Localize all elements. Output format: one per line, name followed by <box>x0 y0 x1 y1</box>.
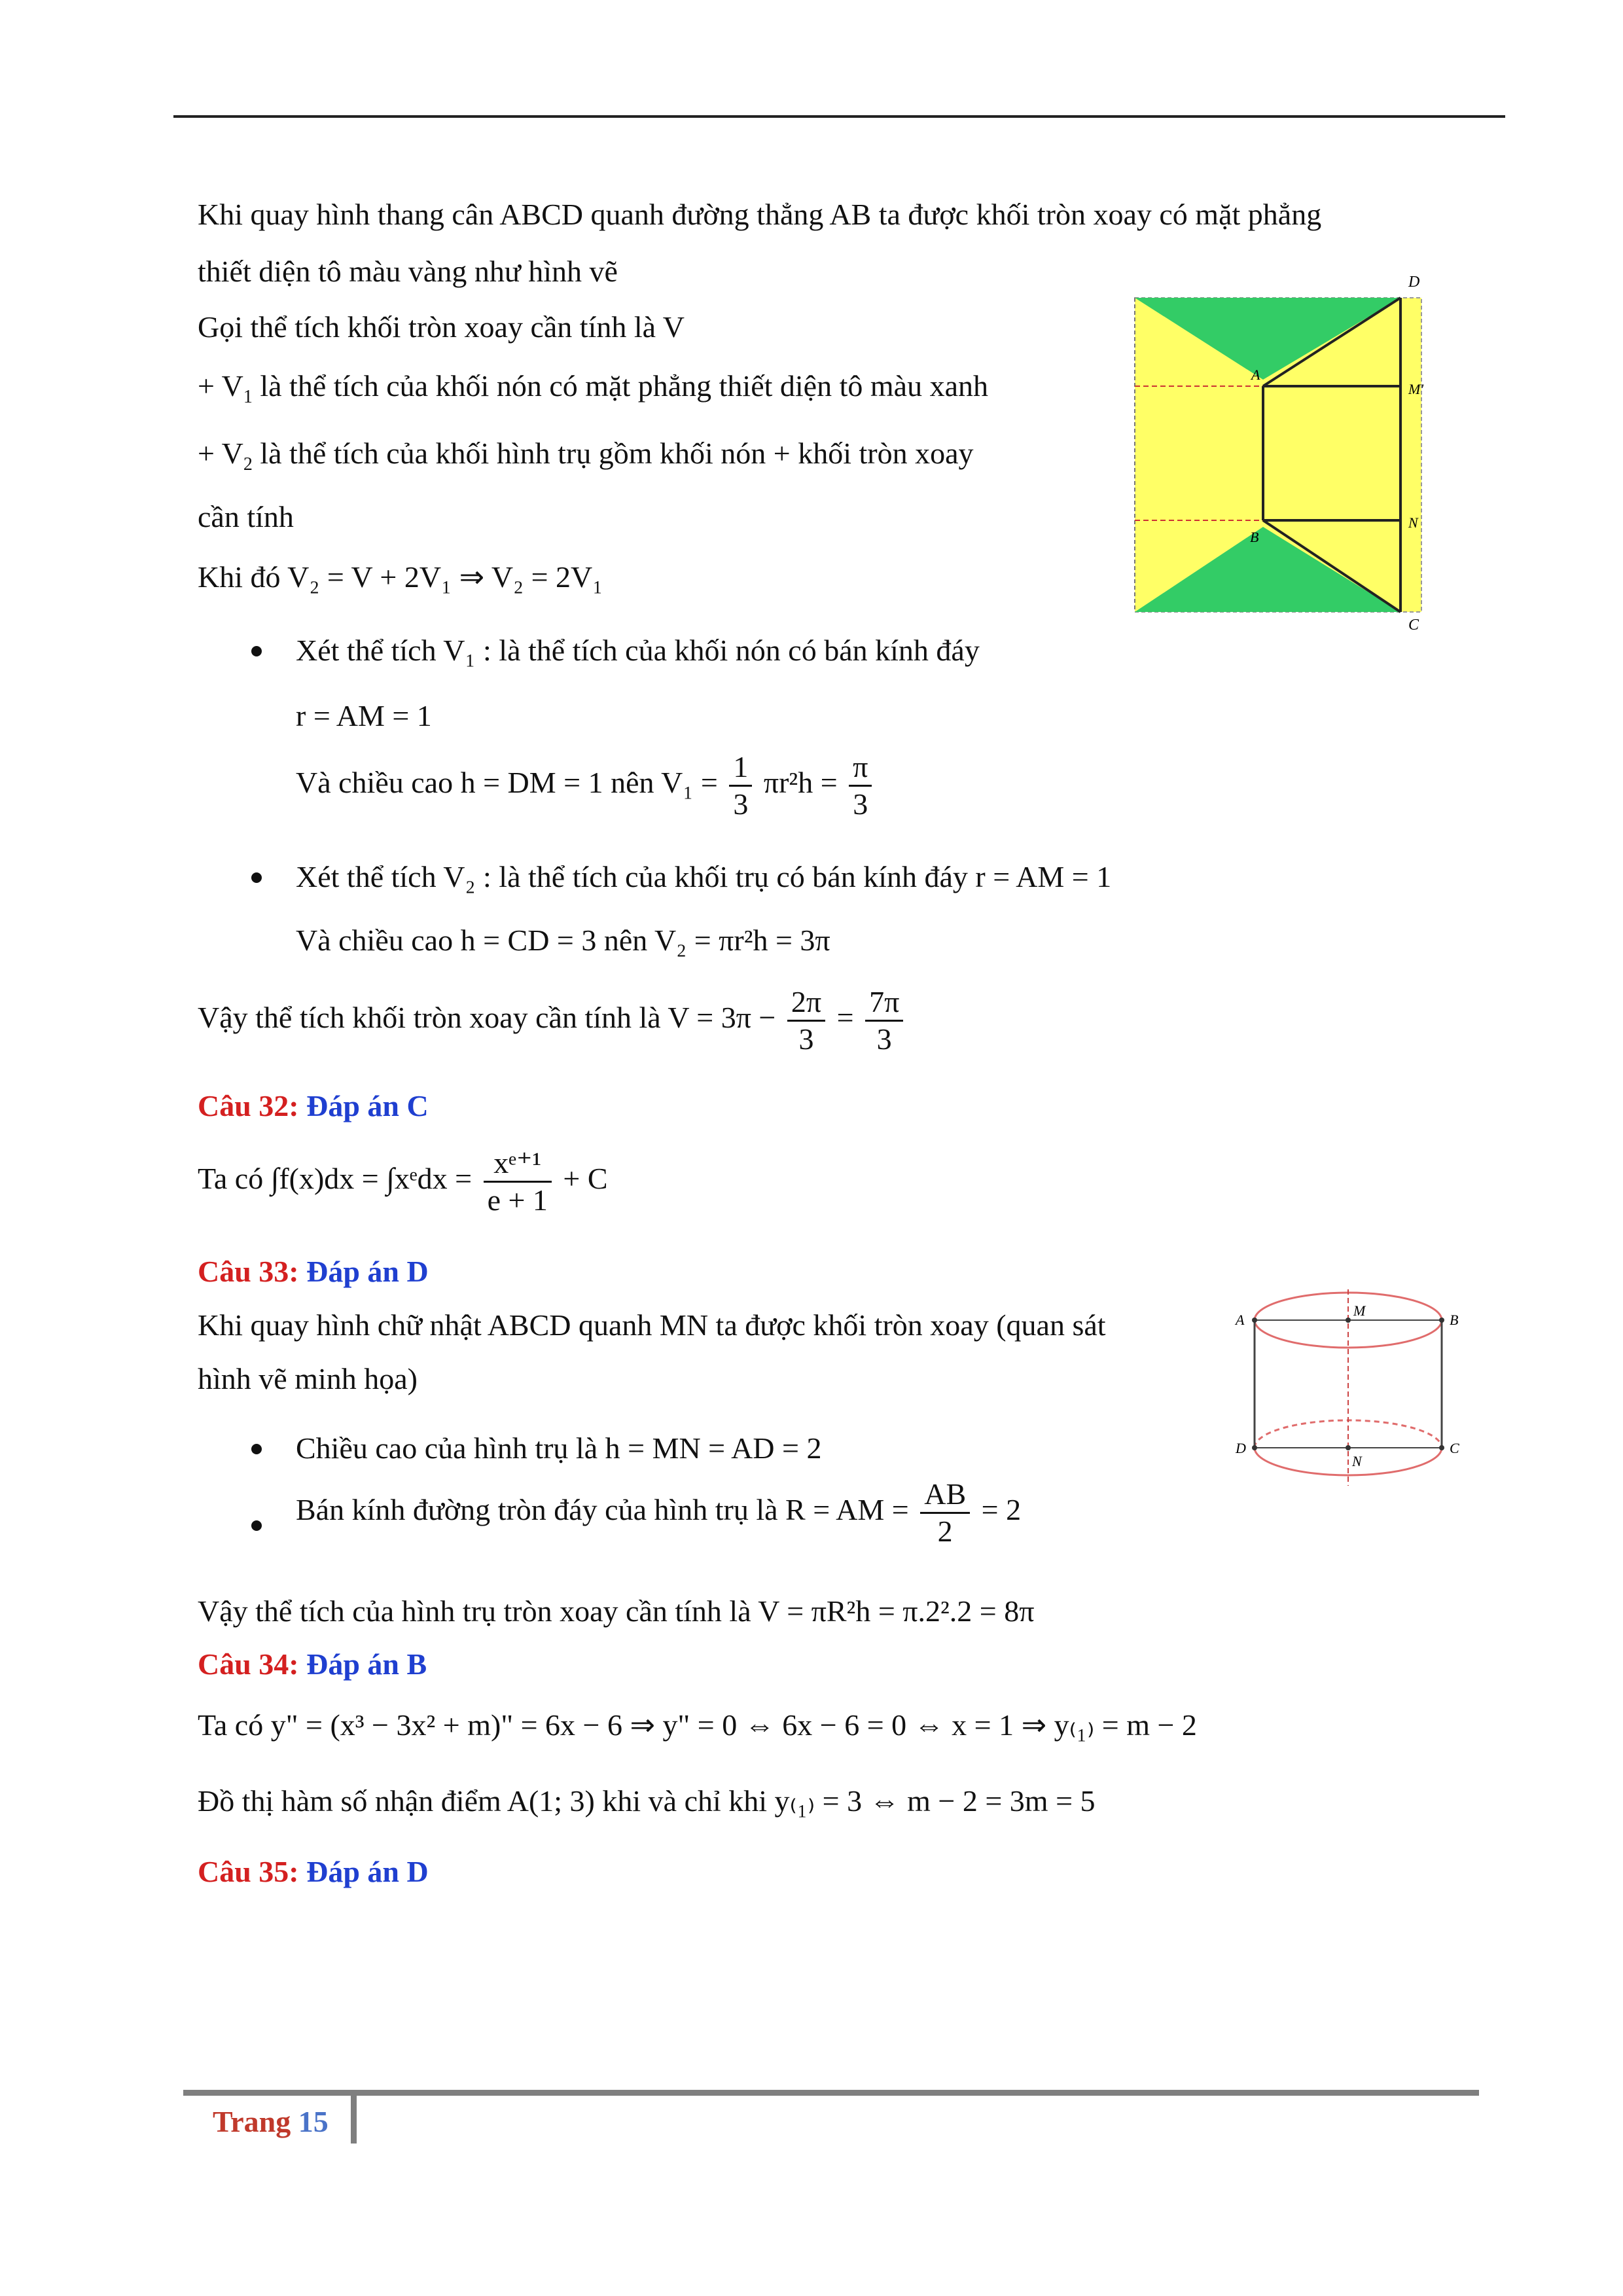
conclusion-prefix: Vậy thể tích khối tròn xoay cần tính là V = 3π − <box>198 1001 776 1035</box>
fraction-denominator: 2 <box>937 1515 953 1548</box>
q32-heading <box>198 1086 429 1126</box>
fraction-numerator: AB <box>920 1477 970 1514</box>
fig1-label-a: A <box>1251 367 1260 383</box>
q35-label: Câu 35: <box>198 1855 307 1888</box>
fraction-numerator: 2π <box>787 984 825 1022</box>
intro-line-1: Khi quay hình thang cân ABCD quanh đường thẳng AB ta được khối tròn xoay có mặt phẳng <box>198 198 1322 231</box>
v2-subscript: 2 <box>243 454 253 475</box>
fig2-point-b <box>1439 1318 1444 1323</box>
bullet1-line2: r = AM = 1 <box>296 699 432 732</box>
equals-sign: = <box>836 1001 854 1035</box>
fraction-ab-2 <box>920 1477 970 1549</box>
fraction-7pi-3 <box>865 984 903 1057</box>
q35-answer: Đáp án D <box>306 1855 429 1888</box>
fig2-label-b: B <box>1450 1312 1459 1328</box>
q34-line2: Đồ thị hàm số nhận điểm A(1; 3) khi và chỉ khi y₍₁₎ = 3 ⇔ m − 2 = 3m = 5 <box>198 1784 1096 1818</box>
fig1-label-d: D <box>1408 274 1420 291</box>
q32-label: Câu 32: <box>198 1089 307 1122</box>
bullet-3 <box>251 1444 262 1454</box>
header-rule <box>173 115 1505 118</box>
q34-line1: Ta có y" = (x³ − 3x² + m)" = 6x − 6 ⇒ y" = 0 ⇔ 6x − 6 = 0 ⇔ x = 1 ⇒ y₍₁₎ = m − 2 <box>198 1708 1197 1742</box>
fraction-denominator: e + 1 <box>487 1183 548 1217</box>
fig2-label-m: M <box>1353 1302 1366 1319</box>
v1-description: là thể tích của khối nón có mặt phẳng thiết diện tô màu xanh <box>252 369 988 403</box>
fig1-label-b: B <box>1250 529 1259 545</box>
bullet1-line3 <box>296 749 876 822</box>
fraction-pi-third <box>849 749 872 822</box>
fig1-label-m: M' <box>1408 381 1424 397</box>
bullet-1 <box>251 646 262 656</box>
q32-constant: + C <box>563 1162 608 1196</box>
fraction-numerator: 1 <box>729 749 752 787</box>
fig1-label-n: N <box>1408 514 1418 531</box>
fig2-point-m <box>1346 1318 1351 1323</box>
intro-line-4 <box>198 367 988 417</box>
fraction-denominator: 3 <box>798 1022 814 1056</box>
q32-answer: Đáp án C <box>306 1089 429 1122</box>
v2-symbol: + V <box>198 437 243 470</box>
fig2-point-a <box>1252 1318 1257 1323</box>
fig1-label-c: C <box>1408 617 1419 634</box>
radius-formula-prefix: Bán kính đường tròn đáy của hình trụ là R = AM = <box>296 1493 909 1527</box>
bullet1-line1: Xét thể tích V₁ : là thể tích của khối nón có bán kính đáy <box>296 634 980 667</box>
intro-line-6: cần tính <box>198 500 294 533</box>
q33-bullet2 <box>296 1477 1021 1549</box>
fraction-numerator: xᵉ⁺¹ <box>484 1145 552 1183</box>
intro-line-5 <box>198 434 974 484</box>
q33-answer: Đáp án D <box>306 1255 429 1288</box>
q33-line1: Khi quay hình chữ nhật ABCD quanh MN ta được khối tròn xoay (quan sát <box>198 1308 1106 1342</box>
fraction-denominator: 3 <box>876 1022 892 1056</box>
footer-rule <box>183 2090 1479 2096</box>
q34-answer: Đáp án B <box>306 1647 427 1681</box>
q31-conclusion <box>198 984 907 1057</box>
fig2-point-n <box>1346 1445 1351 1450</box>
fraction-denominator: 3 <box>853 787 868 821</box>
fraction-denominator: 3 <box>733 787 749 821</box>
fraction-numerator: π <box>849 749 872 787</box>
fig2-label-n: N <box>1352 1453 1362 1469</box>
fig2-label-a: A <box>1236 1312 1245 1328</box>
v1-formula-mid: πr²h = <box>763 766 838 800</box>
fig2-point-c <box>1439 1445 1444 1450</box>
fraction-numerator: 7π <box>865 984 903 1022</box>
v1-formula-prefix: Và chiều cao h = DM = 1 nên V₁ = <box>296 766 718 800</box>
fig2-point-d <box>1252 1445 1257 1450</box>
fraction-one-third <box>729 749 752 822</box>
bullet-4 <box>251 1520 262 1531</box>
figure-trapezoid-rotation <box>1126 268 1433 635</box>
q33-label: Câu 33: <box>198 1255 307 1288</box>
footer-divider <box>351 2094 357 2144</box>
q33-bullet1: Chiều cao của hình trụ là h = MN = AD = 2 <box>296 1431 822 1465</box>
fig2-label-c: C <box>1450 1440 1459 1456</box>
v2-description: là thể tích của khối hình trụ gồm khối nón + khối tròn xoay <box>252 437 974 470</box>
q34-heading <box>198 1645 427 1684</box>
q32-line <box>198 1145 608 1218</box>
q33-conclusion: Vậy thể tích của hình trụ tròn xoay cần tính là V = πR²h = π.2².2 = 8π <box>198 1594 1035 1628</box>
fig2-label-d: D <box>1236 1440 1246 1456</box>
intro-line-2: thiết diện tô màu vàng như hình vẽ <box>198 255 618 288</box>
q33-line2: hình vẽ minh họa) <box>198 1362 418 1395</box>
footer-label: Trang <box>213 2105 291 2138</box>
bullet-2 <box>251 872 262 883</box>
bullet2-line1: Xét thể tích V₂ : là thể tích của khối trụ có bán kính đáy r = AM = 1 <box>296 860 1112 893</box>
intro-line-7: Khi đó V₂ = V + 2V₁ ⇒ V₂ = 2V₁ <box>198 560 603 594</box>
intro-line-3: Gọi thể tích khối tròn xoay cần tính là V <box>198 310 685 344</box>
q35-heading <box>198 1852 429 1892</box>
q33-heading <box>198 1252 429 1291</box>
figure-cylinder <box>1217 1276 1479 1525</box>
q32-integral: Ta có ∫f(x)dx = ∫xᵉdx = <box>198 1162 473 1196</box>
fraction-2pi-3 <box>787 984 825 1057</box>
bullet2-line2: Và chiều cao h = CD = 3 nên V₂ = πr²h = 3π <box>296 924 830 957</box>
v1-subscript: 1 <box>243 387 253 408</box>
page-footer <box>213 2102 329 2142</box>
v1-symbol: + V <box>198 369 243 403</box>
page-number: 15 <box>298 2105 329 2138</box>
radius-result: = 2 <box>981 1493 1022 1527</box>
q34-label: Câu 34: <box>198 1647 307 1681</box>
q32-fraction <box>484 1145 552 1218</box>
